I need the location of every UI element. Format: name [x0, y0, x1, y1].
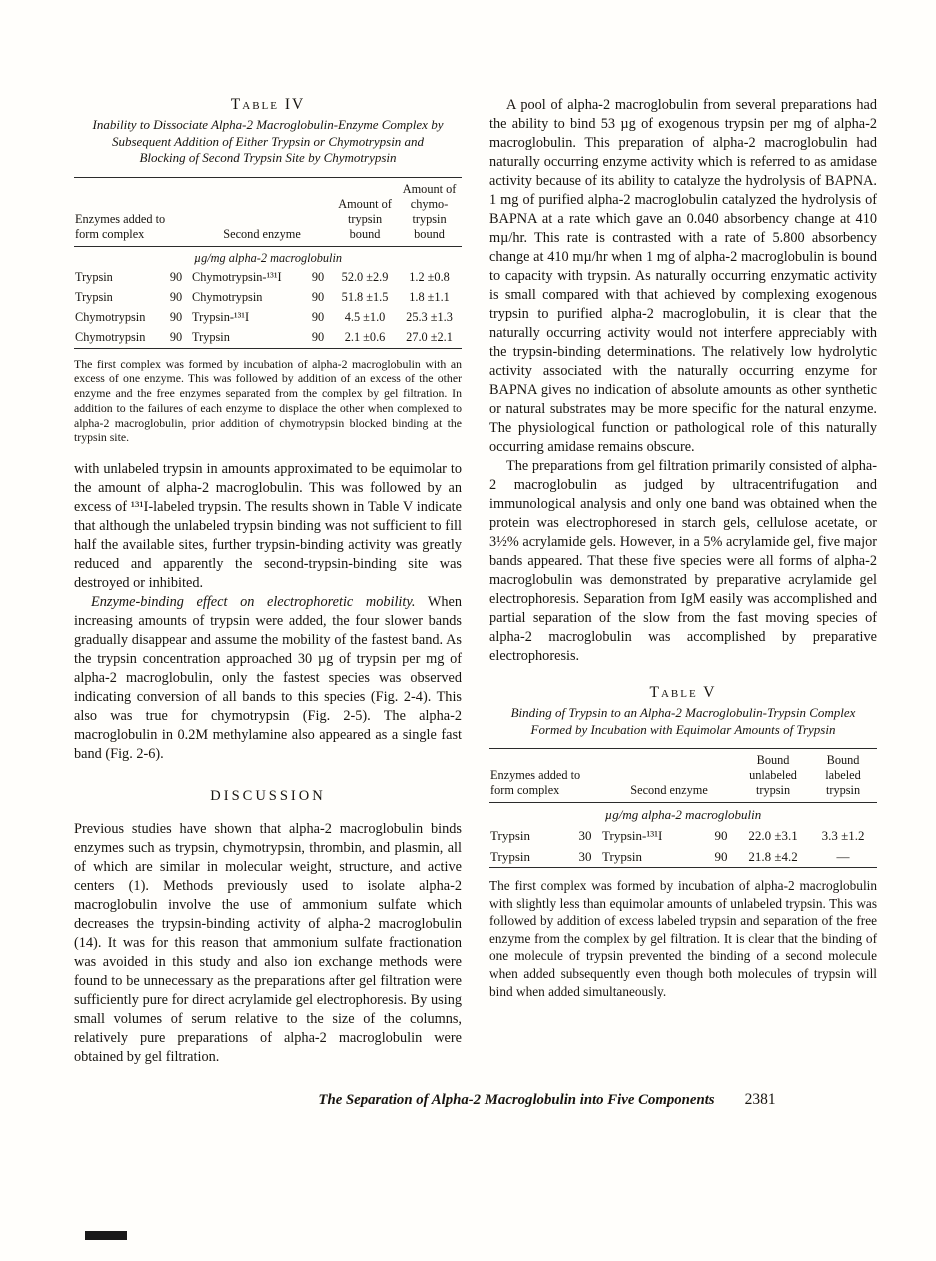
- body-paragraph: with unlabeled trypsin in amounts approximated to be equimolar to the amount of alpha-2 macroglobulin. This was followed by an excess of ¹³¹I-labeled trypsin. The results shown in Table V indicate that although the unlabeled trypsin binding was not sufficient to fill half the available sites, further trypsin-binding activity was greatly reduced and apparently the second-trypsin-binding site was destroyed or inhibited.: [74, 461, 462, 592]
- body-paragraph: The preparations from gel filtration primarily consisted of alpha-2 macroglobulin as judged by ultracentrifugation and immunological analysis and only one band was obtained when the protein was electrophoresed in starch gels, cellulose acetate, or 3½% acrylamide gels. However, in a 5% acrylamide gel, five major bands appeared. That these five species were all forms of alpha-2 macroglobulin was demonstrated by preparative acrylamide gel electrophoresis. Separation from IgM easily was accomplished and partial separation of the slow from the fast moving species of alpha-2 macroglobulin was accomplished by preparative electrophoresis.: [489, 458, 877, 664]
- table-row: [74, 288, 462, 308]
- cell-trypsin-bound: 52.0 ±2.9: [341, 270, 389, 284]
- cell-bound-labeled: —: [836, 848, 850, 864]
- cell-trypsin-bound: 4.5 ±1.0: [344, 310, 386, 324]
- table-5-footnote: The first complex was formed by incubation of alpha-2 macroglobulin with slightly less than equimolar amounts of unlabeled trypsin. This was followed by addition of excess labeled trypsin and separation of the free enzyme from the complex by gel filtration. It is clear that the binding of one molecule of trypsin prevented the binding of a second molecule when added subsequently even though both molecules of trypsin will bind when added simultaneously.: [489, 878, 877, 999]
- table-4-unit-row: [74, 246, 462, 268]
- page-footer: [146, 1091, 936, 1109]
- table-5-unit-row: [489, 803, 877, 826]
- cell-first-enzyme: Trypsin: [75, 290, 113, 304]
- table-row: [489, 846, 877, 868]
- col-header-bound-labeled: Bound labeled trypsin: [809, 749, 877, 803]
- cell-chymotrypsin-bound: 1.2 ±0.8: [409, 270, 450, 284]
- right-column: [489, 96, 877, 1067]
- cell-trypsin-bound: 2.1 ±0.6: [344, 330, 386, 344]
- col-header-chymotrypsin-bound: Amount of chymo-trypsin bound: [397, 177, 462, 246]
- cell-first-amount: 90: [169, 290, 183, 304]
- table-row: [74, 308, 462, 328]
- col-header-second-enzyme: Second enzyme: [601, 749, 737, 803]
- paragraph-lead-italic: Enzyme-binding effect on electrophoretic mobility.: [91, 594, 416, 611]
- cell-first-amount: 90: [169, 270, 183, 284]
- body-paragraph: Previous studies have shown that alpha-2 macroglobulin binds enzymes such as trypsin, chymotrypsin, thrombin, and plasmin, all of which are similar in molecular weight, structure, and active centers (1). Methods previously used to isolate alpha-2 macroglobulin involve the use of ammonium sulfate which decreases the trypsin-binding activity of alpha-2 macroglobulin (14). It was for this reason that ammonium sulfate fractionation was avoided in this study and also ion exchange methods were found to be unnecessary as the preparations after gel filtration were sufficiently pure for direct acrylamide gel electrophoresis. By using small volumes of serum relative to the size of the columns, relatively pure preparations of alpha-2 macroglobulin were obtained by gel filtration.: [74, 821, 462, 1066]
- cell-chymotrypsin-bound: 27.0 ±2.1: [406, 330, 453, 344]
- unit-label: µg/mg alpha-2 macroglobulin: [193, 250, 343, 265]
- cell-second-amount: 90: [311, 290, 325, 304]
- table-row: [489, 825, 877, 846]
- cell-second-amount: 90: [311, 310, 325, 324]
- cell-second-enzyme: Trypsin: [192, 330, 230, 344]
- table-4-block: [74, 96, 462, 445]
- table-row: [74, 268, 462, 288]
- cell-second-amount: 90: [311, 330, 325, 344]
- cell-second-enzyme: Trypsin-¹³¹I: [192, 310, 250, 324]
- cell-bound-unlabeled: 21.8 ±4.2: [748, 848, 798, 864]
- cell-first-enzyme: Trypsin: [75, 270, 113, 284]
- body-paragraph: A pool of alpha-2 macroglobulin from several preparations had the ability to bind 53 µg of exogenous trypsin per mg of alpha-2 macroglobulin. This preparation of alpha-2 macroglobulin had naturally occurring enzyme activity which is referred to as amidase activity because of its ability to catalyze the hydrolysis of BAPNA. 1 mg of purified alpha-2 macroglobulin catalyzed the hydrolysis of BAPNA at a rate which gave an 0.040 absorbency change at 410 mµ/hr. This rate is contrasted with a rate of 5.800 absorbency change at 410 mµ/hr when 1 mg of alpha-2 macroglobulin is bound to capacity with trypsin. As naturally occurring enzymatic activity is small compared with that achieved by complexing exogenous trypsin to purified alpha-2 macroglobulin, it is clear that the naturally occurring activity would not interfere appreciably with the trypsin-binding determinations. The relatively low hydrolytic activity associated with the naturally occurring enzyme for BAPNA gives no indication of absolute amounts as other synthetic or natural substrates may be more specific for the natural enzyme. The physiological function or pathological role of this naturally occurring amidase remains obscure.: [489, 97, 877, 455]
- cell-chymotrypsin-bound: 1.8 ±1.1: [409, 290, 450, 304]
- cell-first-amount: 30: [578, 827, 592, 843]
- col-header-bound-unlabeled: Bound unlabeled trypsin: [737, 749, 809, 803]
- col-header-enzymes-added: Enzymes added to form complex: [74, 177, 191, 246]
- scan-artifact: [85, 1231, 127, 1240]
- table-4-footnote: The first complex was formed by incubation of alpha-2 macroglobulin with an excess of one enzyme. This was followed by addition of an excess of the other enzyme and the free enzymes separated from the complex by gel filtration. In addition to the failures of each enzyme to displace the other when complexed to alpha-2 macroglobulin, prior addition of chymotrypsin blocked binding at the trypsin site.: [74, 356, 462, 445]
- cell-first-amount: 90: [169, 330, 183, 344]
- cell-second-enzyme: Trypsin: [602, 848, 642, 864]
- cell-first-enzyme: Chymotrypsin: [75, 310, 146, 324]
- cell-trypsin-bound: 51.8 ±1.5: [341, 290, 389, 304]
- table-row: [74, 328, 462, 349]
- body-paragraph: [74, 593, 462, 764]
- two-column-layout: [74, 96, 876, 1067]
- unit-label: µg/mg alpha-2 macroglobulin: [604, 807, 762, 822]
- cell-first-enzyme: Trypsin: [490, 848, 530, 864]
- table-4: [74, 177, 462, 349]
- discussion-heading: DISCUSSION: [210, 788, 326, 805]
- table-4-header-row: [74, 177, 462, 246]
- cell-second-amount: 90: [714, 848, 728, 864]
- cell-bound-labeled: 3.3 ±1.2: [821, 827, 865, 843]
- paragraph-text: When increasing amounts of trypsin were added, the four slower bands gradually disappear and assume the mobility of the fastest band. As the trypsin concentration approached 30 µg of trypsin per mg of alpha-2 macroglobulin, only the fastest species was observed indicating conversion of all bands to this species (Fig. 2-4). This also was true for chymotrypsin (Fig. 2-5). The alpha-2 macroglobulin in 0.2M methylamine also appeared as a single fast band (Fig. 2-6).: [74, 594, 463, 763]
- cell-second-enzyme: Chymotrypsin-¹³¹I: [192, 270, 282, 284]
- table-5: [489, 748, 877, 868]
- cell-second-amount: 90: [714, 827, 728, 843]
- cell-first-amount: 30: [578, 848, 592, 864]
- table-4-label: Table IV: [230, 96, 306, 113]
- cell-chymotrypsin-bound: 25.3 ±1.3: [406, 310, 453, 324]
- table-4-caption: Inability to Dissociate Alpha-2 Macroglobulin-Enzyme Complex by Subsequent Addition of Either Trypsin or Chymotrypsin and Blocking of Second Trypsin Site by Chymotrypsin: [92, 117, 444, 165]
- table-5-label: Table V: [649, 684, 717, 701]
- cell-second-amount: 90: [311, 270, 325, 284]
- col-header-second-enzyme: Second enzyme: [191, 177, 333, 246]
- cell-first-amount: 90: [169, 310, 183, 324]
- running-title: The Separation of Alpha-2 Macroglobulin into Five Components: [318, 1092, 715, 1109]
- cell-second-enzyme: Chymotrypsin: [192, 290, 263, 304]
- page-number: 2381: [744, 1091, 776, 1109]
- cell-first-enzyme: Chymotrypsin: [75, 330, 146, 344]
- col-header-enzymes-added: Enzymes added to form complex: [489, 749, 601, 803]
- table-5-caption: Binding of Trypsin to an Alpha-2 Macroglobulin-Trypsin Complex Formed by Incubation with Equimolar Amounts of Trypsin: [510, 705, 856, 737]
- table-5-block: [489, 684, 877, 1000]
- col-header-trypsin-bound: Amount of trypsin bound: [333, 177, 397, 246]
- cell-bound-unlabeled: 22.0 ±3.1: [748, 827, 798, 843]
- cell-second-enzyme: Trypsin-¹³¹I: [602, 827, 663, 843]
- left-column: [74, 96, 462, 1067]
- cell-first-enzyme: Trypsin: [490, 827, 530, 843]
- table-5-header-row: [489, 749, 877, 803]
